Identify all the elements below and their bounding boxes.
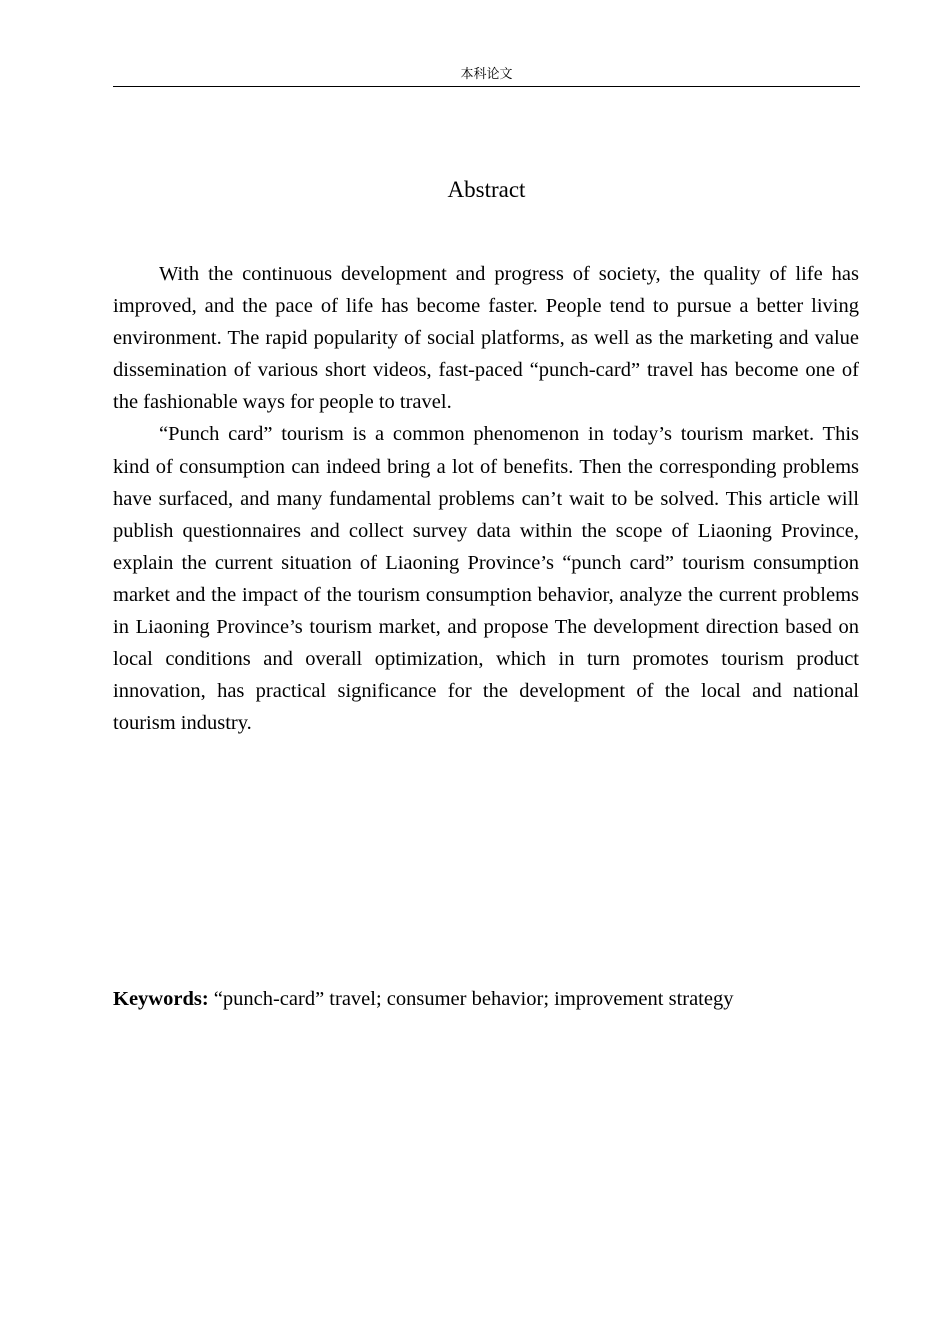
keywords-label: Keywords: [113, 988, 209, 1010]
keywords-line [113, 983, 873, 1015]
abstract-paragraph-1: With the continuous development and progress of society, the quality of life has improved, and the pace of life has become faster. People tend to pursue a better living environment. The rapid popularity of social platforms, as well as the marketing and value dissemination of various short videos, fast-paced “punch-card” travel has become one of the fashionable ways for people to travel. [113, 263, 859, 414]
page-header [113, 66, 860, 87]
abstract-title: Abstract [447, 177, 526, 202]
abstract-paragraph-2: “Punch card” tourism is a common phenomenon in today’s tourism market. This kind of consumption can indeed bring a lot of benefits. Then the corresponding problems have surfaced, and many fundamental problems can’t wait to be solved. This article will publish questionnaires and collect survey data within the scope of Liaoning Province, explain the current situation of Liaoning Province’s “punch card” tourism consumption market and the impact of the tourism consumption behavior, analyze the current problems in Liaoning Province’s tourism market, and propose The development direction based on local conditions and overall optimization, which in turn promotes tourism product innovation, has practical significance for the development of the local and national tourism industry. [113, 423, 859, 735]
header-text: 本科论文 [460, 67, 513, 82]
keywords-text: “punch-card” travel; consumer behavior; improvement strategy [213, 988, 734, 1010]
abstract-body [113, 258, 859, 739]
